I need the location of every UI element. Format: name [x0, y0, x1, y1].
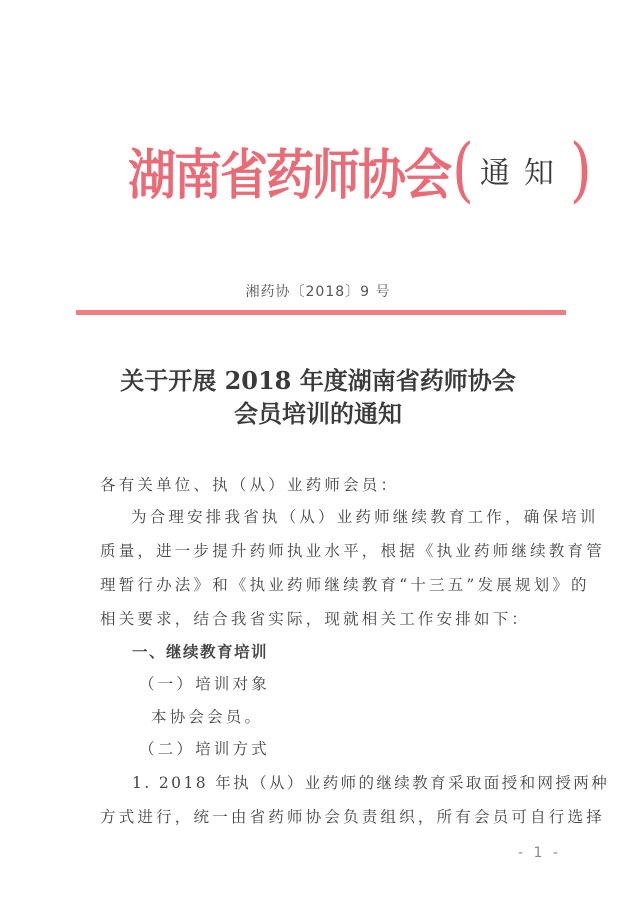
document-title [0, 364, 636, 430]
section-1-heading: 一、继续教育培训 [132, 643, 269, 661]
subsection-1-heading: （一）培训对象 [139, 675, 270, 693]
paragraph-1-line-4: 相关要求，结合我省实际，现就相关工作安排如下： [100, 610, 531, 628]
item-1-line-1: 1. 2018 年执（从）业药师的继续教育采取面授和网授两种 [132, 774, 610, 792]
paragraph-1-line-2: 质量，进一步提升药师执业水平，根据《执业药师继续教育管 [100, 542, 605, 560]
subsection-1-text: 本协会会员。 [151, 708, 264, 726]
title-line-2: 会员培训的通知 [234, 399, 402, 428]
document-number: 湘药协〔2018〕9 号 [245, 284, 391, 300]
paragraph-1-line-1: 为合理安排我省执（从）业药师继续教育工作，确保培训 [131, 508, 599, 526]
salutation: 各有关单位、执（从）业药师会员： [100, 476, 400, 494]
page-number: - 1 - [518, 845, 561, 861]
masthead [128, 129, 594, 211]
masthead-close-paren: ) [569, 129, 592, 211]
paragraph-1-line-3: 理暂行办法》和《执业药师继续教育“十三五”发展规划》的 [100, 576, 590, 594]
subsection-2-heading: （二）培训方式 [139, 740, 270, 758]
title-line-1: 关于开展 2018 年度湖南省药师协会 [120, 366, 516, 395]
red-divider-rule [76, 310, 566, 315]
masthead-open-paren: ( [452, 129, 474, 211]
masthead-organization: 湖南省药师协会 [128, 143, 451, 207]
item-1-line-2: 方式进行，统一由省药师协会负责组织，所有会员可自行选择 [100, 808, 605, 826]
masthead-notice-label: 通知 [479, 156, 568, 191]
